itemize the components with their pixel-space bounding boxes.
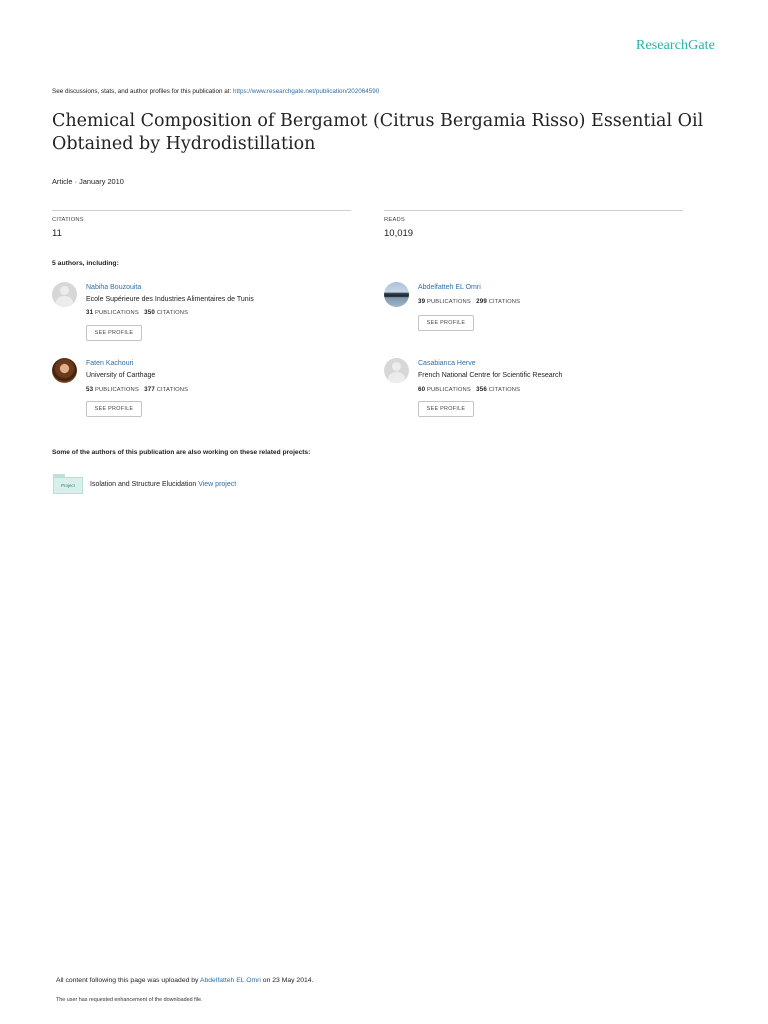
article-type-date: Article · January 2010 bbox=[52, 177, 124, 186]
author-name-link[interactable]: Faten Kachouri bbox=[86, 360, 134, 367]
see-profile-button[interactable]: SEE PROFILE bbox=[86, 325, 142, 341]
author-citation-count: 356 bbox=[476, 386, 487, 393]
see-profile-button[interactable]: SEE PROFILE bbox=[418, 315, 474, 331]
person-photo-avatar[interactable] bbox=[52, 358, 77, 383]
stats-divider-left bbox=[52, 210, 351, 211]
upload-date: on 23 May 2014. bbox=[260, 977, 314, 984]
author-card bbox=[384, 282, 684, 352]
citations-label: CITATIONS bbox=[488, 387, 521, 393]
citations-label: CITATIONS bbox=[156, 387, 189, 393]
stats-divider-right bbox=[384, 210, 683, 211]
author-stats bbox=[418, 386, 520, 393]
see-discussions-text: See discussions, stats, and author profiles for this publication at: bbox=[52, 88, 233, 95]
authors-heading: 5 authors, including: bbox=[52, 260, 119, 267]
uploader-link[interactable]: Abdelfatteh EL Omri bbox=[199, 977, 261, 984]
author-stats bbox=[418, 298, 520, 305]
project-icon-label: Project bbox=[53, 477, 83, 494]
related-projects-heading: Some of the authors of this publication are also working on these related projects: bbox=[52, 449, 311, 456]
project-item bbox=[90, 481, 236, 488]
researchgate-logo[interactable]: ResearchGate bbox=[636, 38, 715, 53]
author-card bbox=[384, 358, 684, 428]
author-publication-count: 39 bbox=[418, 298, 426, 305]
publication-title: Chemical Composition of Bergamot (Citrus Bergamia Risso) Essential Oil Obtained by Hydrodistillation bbox=[52, 111, 704, 154]
author-institution: Ecole Supérieure des Industries Alimentaires de Tunis bbox=[86, 296, 254, 303]
default-avatar-icon[interactable] bbox=[384, 358, 409, 383]
author-card bbox=[52, 282, 352, 352]
author-stats bbox=[86, 309, 188, 316]
author-citation-count: 299 bbox=[476, 298, 487, 305]
author-institution: French National Centre for Scientific Research bbox=[418, 372, 563, 379]
view-project-link[interactable]: View project bbox=[198, 481, 237, 488]
publications-label: PUBLICATIONS bbox=[426, 387, 471, 393]
see-profile-button[interactable]: SEE PROFILE bbox=[86, 401, 142, 417]
project-folder-icon bbox=[53, 474, 83, 494]
publications-label: PUBLICATIONS bbox=[94, 310, 139, 316]
author-name-link[interactable]: Abdelfatteh EL Omri bbox=[418, 284, 481, 291]
upload-info bbox=[56, 977, 313, 984]
author-card bbox=[52, 358, 352, 428]
citations-label: CITATIONS bbox=[52, 217, 84, 223]
see-discussions-line bbox=[52, 88, 379, 95]
author-name-link[interactable]: Casabianca Herve bbox=[418, 360, 476, 367]
citations-count: 11 bbox=[52, 228, 62, 239]
author-institution: University of Carthage bbox=[86, 372, 156, 379]
publications-label: PUBLICATIONS bbox=[426, 299, 471, 305]
author-citation-count: 377 bbox=[144, 386, 155, 393]
publication-url-link[interactable]: https://www.researchgate.net/publication/202064590 bbox=[232, 88, 380, 95]
landscape-photo-avatar[interactable] bbox=[384, 282, 409, 307]
author-citation-count: 350 bbox=[144, 309, 155, 316]
reads-label: READS bbox=[384, 217, 405, 223]
upload-prefix: All content following this page was uploaded by bbox=[56, 977, 200, 984]
author-publication-count: 53 bbox=[86, 386, 94, 393]
citations-label: CITATIONS bbox=[488, 299, 521, 305]
author-publication-count: 31 bbox=[86, 309, 94, 316]
author-stats bbox=[86, 386, 188, 393]
see-profile-button[interactable]: SEE PROFILE bbox=[418, 401, 474, 417]
author-name-link[interactable]: Nabiha Bouzouita bbox=[86, 284, 142, 291]
enhancement-note: The user has requested enhancement of the downloaded file. bbox=[56, 997, 203, 1003]
project-name: Isolation and Structure Elucidation bbox=[90, 481, 199, 488]
author-publication-count: 60 bbox=[418, 386, 426, 393]
citations-label: CITATIONS bbox=[156, 310, 189, 316]
publications-label: PUBLICATIONS bbox=[94, 387, 139, 393]
default-avatar-icon[interactable] bbox=[52, 282, 77, 307]
reads-count: 10,019 bbox=[384, 228, 414, 239]
